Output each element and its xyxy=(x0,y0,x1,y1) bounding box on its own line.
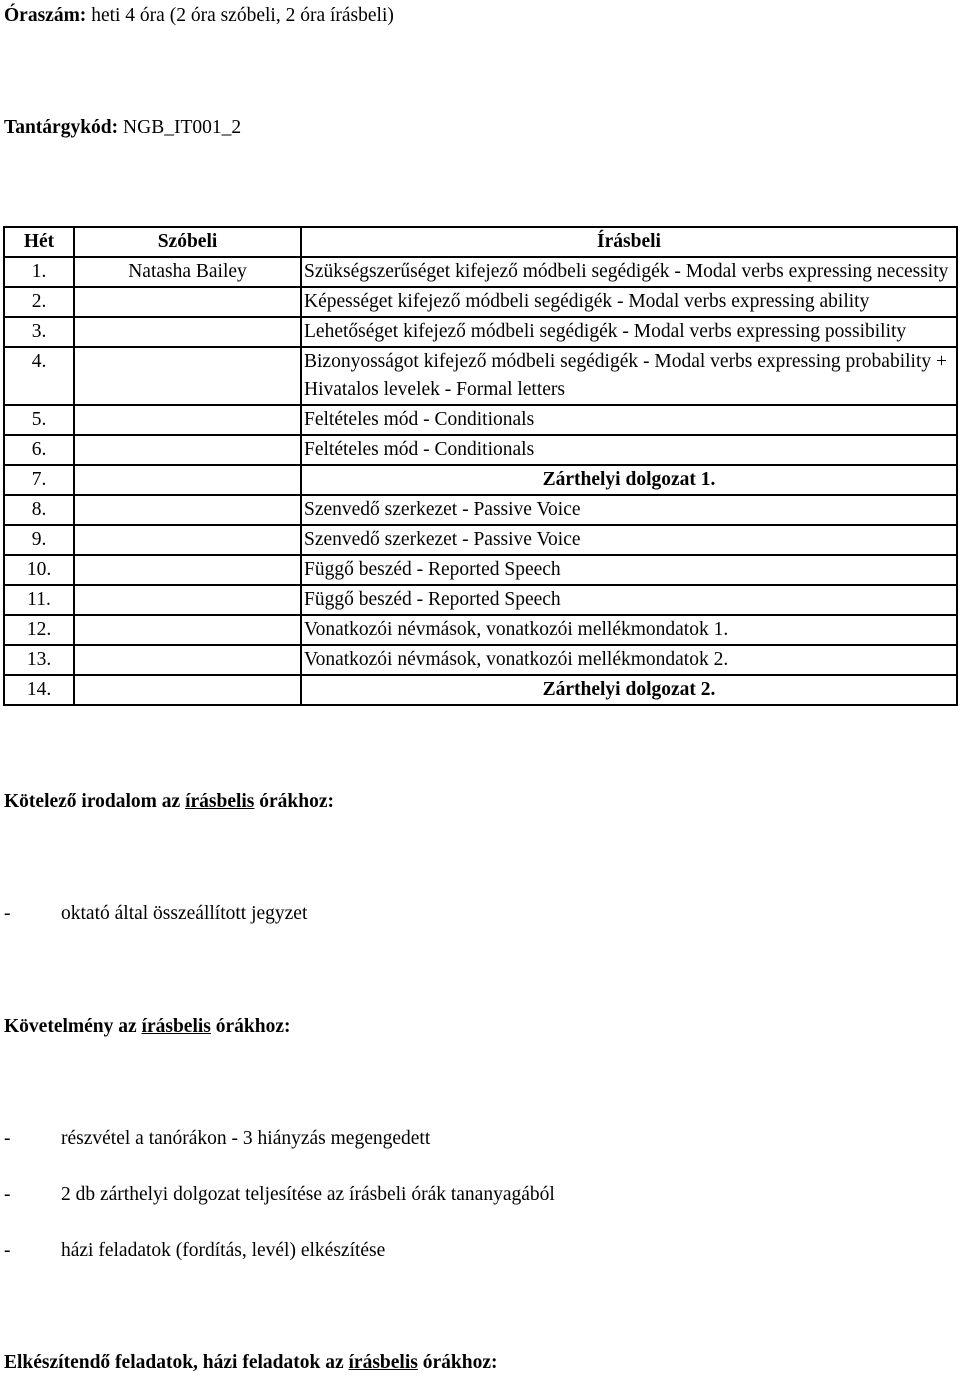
written-cell: Függő beszéd - Reported Speech xyxy=(301,555,957,585)
week-cell: 7. xyxy=(4,465,74,495)
oral-cell xyxy=(74,645,301,675)
requirement-item-text: 2 db zárthelyi dolgozat teljesítése az írásbeli órák tananyagából xyxy=(61,1184,555,1205)
subject-code-label: Tantárgykód: xyxy=(4,117,119,138)
subject-code-line xyxy=(4,116,241,140)
week-cell: 14. xyxy=(4,675,74,705)
table-header-row xyxy=(4,227,957,257)
hours-value: heti 4 óra (2 óra szóbeli, 2 óra írásbeli) xyxy=(86,5,394,26)
oral-cell xyxy=(74,675,301,705)
oral-cell xyxy=(74,287,301,317)
tasks-heading xyxy=(4,1351,497,1375)
written-cell: Feltételes mód - Conditionals xyxy=(301,435,957,465)
week-cell: 11. xyxy=(4,585,74,615)
header-week: Hét xyxy=(4,227,74,257)
bullet-dash: - xyxy=(4,903,11,924)
week-cell: 9. xyxy=(4,525,74,555)
oral-cell xyxy=(74,435,301,465)
literature-heading-text: Kötelező irodalom az xyxy=(4,791,186,812)
requirements-heading-underlined: írásbelis xyxy=(141,1016,211,1037)
oral-cell xyxy=(74,347,301,405)
written-cell: Képességet kifejező módbeli segédigék - Modal verbs expressing ability xyxy=(301,287,957,317)
week-cell: 13. xyxy=(4,645,74,675)
written-cell: Vonatkozói névmások, vonatkozói mellékmondatok 2. xyxy=(301,645,957,675)
literature-item xyxy=(4,902,307,926)
table-row xyxy=(4,585,957,615)
table-row xyxy=(4,495,957,525)
tasks-heading-end: órákhoz: xyxy=(417,1352,498,1373)
oral-cell xyxy=(74,555,301,585)
written-cell: Függő beszéd - Reported Speech xyxy=(301,585,957,615)
week-cell: 6. xyxy=(4,435,74,465)
table-row xyxy=(4,347,957,405)
written-cell: Szükségszerűséget kifejező módbeli segédigék - Modal verbs expressing necessity xyxy=(301,257,957,287)
table-row xyxy=(4,525,957,555)
literature-heading-underlined: írásbelis xyxy=(185,791,255,812)
literature-item-text: oktató által összeállított jegyzet xyxy=(61,903,308,924)
week-cell: 4. xyxy=(4,347,74,405)
bullet-dash: - xyxy=(4,1184,11,1205)
table-row xyxy=(4,675,957,705)
header-oral: Szóbeli xyxy=(74,227,301,257)
requirements-heading-text: Követelmény az xyxy=(4,1016,142,1037)
table-row xyxy=(4,435,957,465)
written-cell: Zárthelyi dolgozat 2. xyxy=(301,675,957,705)
requirement-item xyxy=(4,1127,430,1151)
requirements-heading xyxy=(4,1015,291,1039)
table-row xyxy=(4,287,957,317)
written-cell: Vonatkozói névmások, vonatkozói mellékmondatok 1. xyxy=(301,615,957,645)
week-cell: 12. xyxy=(4,615,74,645)
requirements-heading-end: órákhoz: xyxy=(210,1016,291,1037)
table-row xyxy=(4,405,957,435)
hours-label: Óraszám: xyxy=(4,5,87,26)
table-row xyxy=(4,615,957,645)
oral-cell xyxy=(74,317,301,347)
week-cell: 1. xyxy=(4,257,74,287)
table-row xyxy=(4,257,957,287)
written-cell: Lehetőséget kifejező módbeli segédigék - Modal verbs expressing possibility xyxy=(301,317,957,347)
week-cell: 3. xyxy=(4,317,74,347)
written-cell: Feltételes mód - Conditionals xyxy=(301,405,957,435)
written-cell: Szenvedő szerkezet - Passive Voice xyxy=(301,495,957,525)
oral-cell xyxy=(74,495,301,525)
oral-cell xyxy=(74,585,301,615)
header-written: Írásbeli xyxy=(301,227,957,257)
requirement-item xyxy=(4,1183,555,1207)
literature-heading xyxy=(4,790,334,814)
requirement-item-text: házi feladatok (fordítás, levél) elkészítése xyxy=(61,1240,386,1261)
written-cell: Szenvedő szerkezet - Passive Voice xyxy=(301,525,957,555)
week-cell: 2. xyxy=(4,287,74,317)
oral-cell xyxy=(74,465,301,495)
literature-heading-end: órákhoz: xyxy=(254,791,335,812)
week-cell: 5. xyxy=(4,405,74,435)
week-cell: 8. xyxy=(4,495,74,525)
hours-line xyxy=(4,4,394,28)
written-cell: Bizonyosságot kifejező módbeli segédigék - Modal verbs expressing probability + Hivatalos levelek - Formal letters xyxy=(301,347,957,405)
oral-cell xyxy=(74,405,301,435)
subject-code-value: NGB_IT001_2 xyxy=(118,117,242,138)
table-row xyxy=(4,645,957,675)
oral-cell: Natasha Bailey xyxy=(74,257,301,287)
requirement-item xyxy=(4,1239,385,1263)
oral-cell xyxy=(74,615,301,645)
requirement-item-text: részvétel a tanórákon - 3 hiányzás megengedett xyxy=(61,1128,431,1149)
table-row xyxy=(4,317,957,347)
bullet-dash: - xyxy=(4,1240,11,1261)
tasks-heading-text: Elkészítendő feladatok, házi feladatok az xyxy=(4,1352,349,1373)
written-cell: Zárthelyi dolgozat 1. xyxy=(301,465,957,495)
oral-cell xyxy=(74,525,301,555)
tasks-heading-underlined: írásbelis xyxy=(348,1352,418,1373)
bullet-dash: - xyxy=(4,1128,11,1149)
week-cell: 10. xyxy=(4,555,74,585)
schedule-table xyxy=(3,226,958,706)
table-row xyxy=(4,555,957,585)
table-row xyxy=(4,465,957,495)
